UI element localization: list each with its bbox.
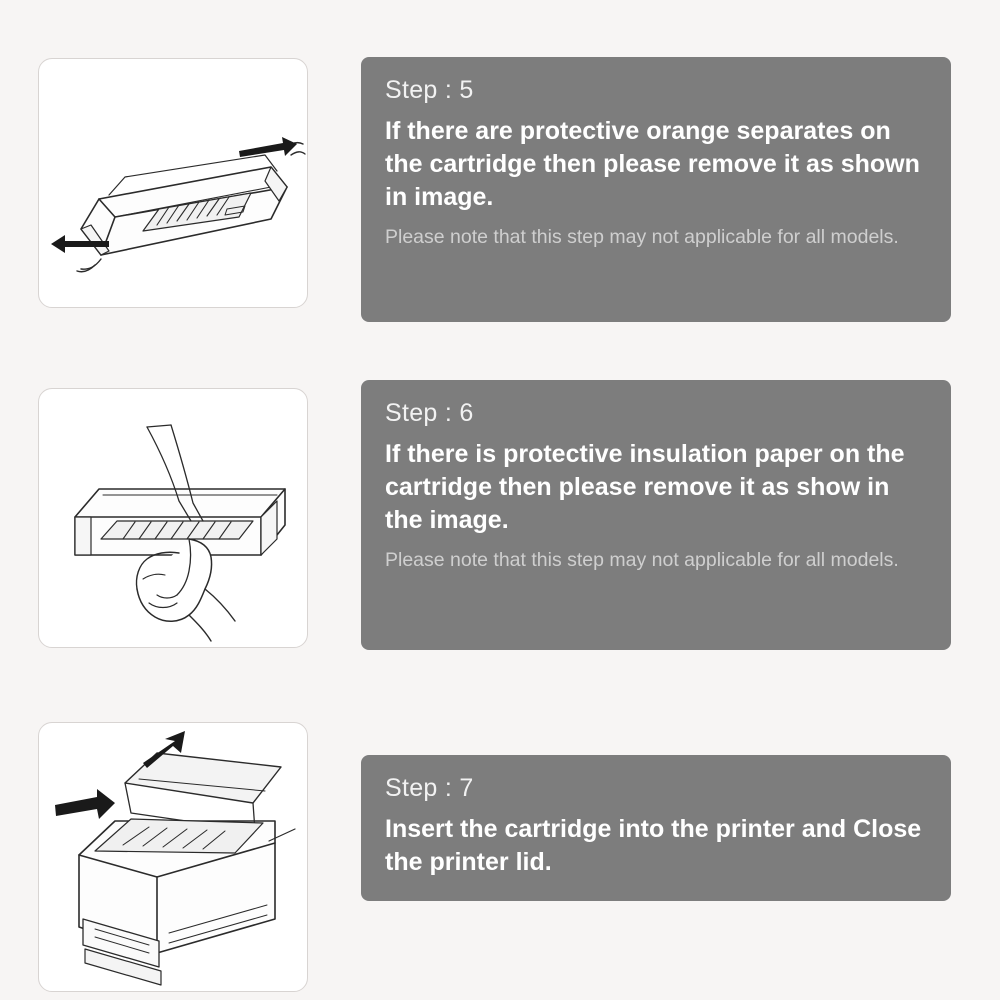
step-row-7 xyxy=(0,660,951,992)
step-label: Step : 5 xyxy=(385,76,474,104)
step-row-6 xyxy=(0,330,951,650)
printer-open-lid-insert-cartridge-icon xyxy=(39,723,307,991)
step-main-text: If there is protective insulation paper on the cartridge then please remove it as show in the image. xyxy=(385,440,905,534)
arrow-right-icon xyxy=(239,137,297,157)
step-main-text: If there are protective orange separates on the cartridge then please remove it as shown in image. xyxy=(385,117,920,211)
arrow-right-insert-icon xyxy=(55,789,115,819)
step-note-text: Please note that this step may not applicable for all models. xyxy=(385,549,899,571)
step-card-7 xyxy=(361,755,951,901)
step-label: Step : 6 xyxy=(385,399,474,427)
toner-cartridge-remove-orange-seals-icon xyxy=(39,59,307,307)
step-note-text: Please note that this step may not applicable for all models. xyxy=(385,226,899,248)
hand-pulling-insulation-paper-icon xyxy=(39,389,307,647)
step-label: Step : 7 xyxy=(385,774,474,802)
step-card-5 xyxy=(361,57,951,322)
step-main-text: Insert the cartridge into the printer and Close the printer lid. xyxy=(385,815,922,876)
illustration-panel-step-7 xyxy=(38,722,308,992)
step-row-5 xyxy=(0,0,951,322)
illustration-panel-step-5 xyxy=(38,58,308,308)
illustration-panel-step-6 xyxy=(38,388,308,648)
step-card-6 xyxy=(361,380,951,650)
